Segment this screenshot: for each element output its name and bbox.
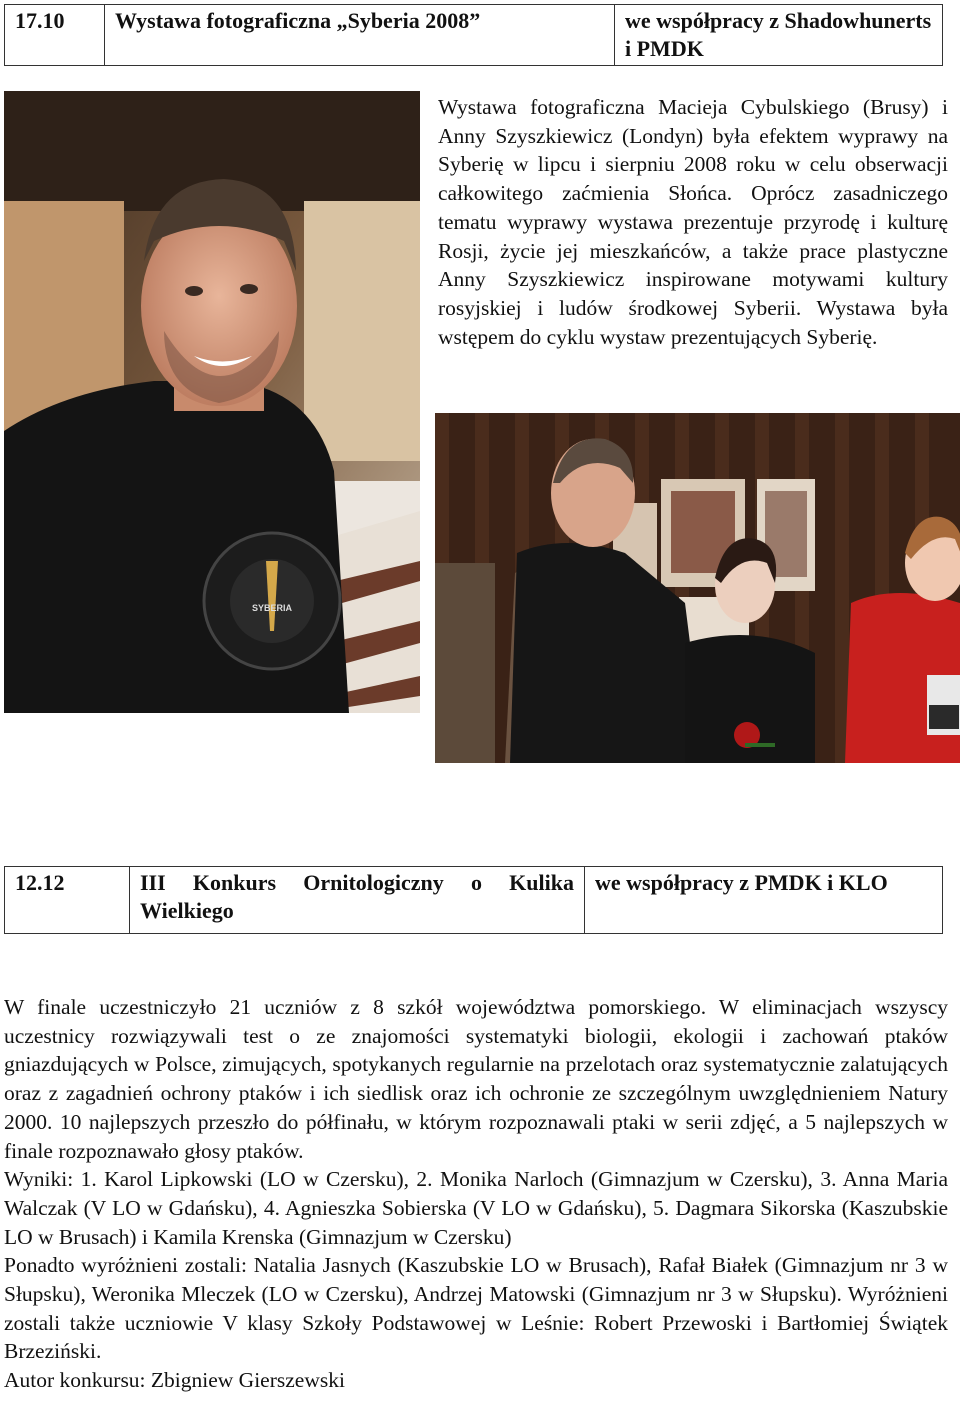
event2-paragraph: W finale uczestniczyło 21 uczniów z 8 szkół województwa pomorskiego. W eliminacjach wszyscy uczestnicy rozwiązywali test o ze znajomości systematyki biologii, ekologii i zachowań ptaków gniazdujących w Polsce, zimujących, spotykanych regularnie na przelotach oraz systematycznie zalatujących oraz z zagadnień ochrony ptaków i ich siedlisk oraz ich ochronie ze szczególnym uwzględnieniem Natury 2000. 10 najlepszych przeszło do półfinału, w którym rozpoznawali ptaki w serii zdjęć, a 5 najlepszych w finale rozpoznawało głosy ptaków. bbox=[4, 995, 948, 1163]
event1-date: 17.10 bbox=[5, 5, 105, 66]
event2-author: Autor konkursu: Zbigniew Gierszewski bbox=[4, 1368, 345, 1393]
photo-exhibition bbox=[435, 413, 960, 763]
event2-distinctions: Ponadto wyróżnieni zostali: Natalia Jasnych (Kaszubskie LO w Brusach), Rafał Białek (Gimnazjum nr 3 w Słupsku), Weronika Mleczek (LO w Czersku), Andrzej Matowski (Gimnazjum nr 3 w Słupsku). Wyróżnieni zostali także uczniowie V klasy Szkoły Podstawowej w Leśnie: Robert Przewoski i Bartłomiej Świątek Brzeziński. bbox=[4, 1253, 948, 1364]
tshirt-print: SYBERIA bbox=[252, 603, 293, 613]
event2-partner: we współpracy z PMDK i KLO bbox=[585, 867, 943, 934]
event1-partner: we współpracy z Shadowhunerts i PMDK bbox=[615, 5, 943, 66]
event2-body bbox=[4, 993, 948, 1395]
event2-results: Wyniki: 1. Karol Lipkowski (LO w Czersku), 2. Monika Narloch (Gimnazjum w Czersku), 3. Anna Maria Walczak (V LO w Gdańsku), 4. Agnieszka Sobierska (V LO w Gdańsku), 5. Dagmara Sikorska (Kaszubskie LO w Brusach) i Kamila Krenska (Gimnazjum w Czersku) bbox=[4, 1167, 948, 1249]
event1-description-text: Wystawa fotograficzna Macieja Cybulskiego (Brusy) i Anny Szyszkiewicz (Londyn) była efektem wyprawy na Syberię w lipcu i sierpniu 2008 roku w celu obserwacji całkowitego zaćmienia Słońca. Oprócz zasadniczego tematu wyprawy wystawa prezentuje przyrodę i kulturę Rosji, życie jej mieszkańców, a także prace plastyczne Anny Szyszkiewicz inspirowane motywami kultury rosyjskiej i ludów środkowej Syberii. Wystawa była wstępem do cyklu wystaw prezentujących Syberię. bbox=[438, 95, 948, 349]
event2-title-text: III Konkurs Ornitologiczny o Kulika Wielkiego bbox=[140, 870, 574, 923]
event1-description bbox=[438, 93, 948, 351]
event2-title bbox=[130, 867, 585, 934]
event1-title: Wystawa fotograficzna „Syberia 2008” bbox=[105, 5, 615, 66]
event1-header-table bbox=[4, 4, 943, 66]
photo-portrait bbox=[4, 91, 420, 713]
event2-header-table bbox=[4, 866, 943, 934]
event2-date: 12.12 bbox=[5, 867, 130, 934]
